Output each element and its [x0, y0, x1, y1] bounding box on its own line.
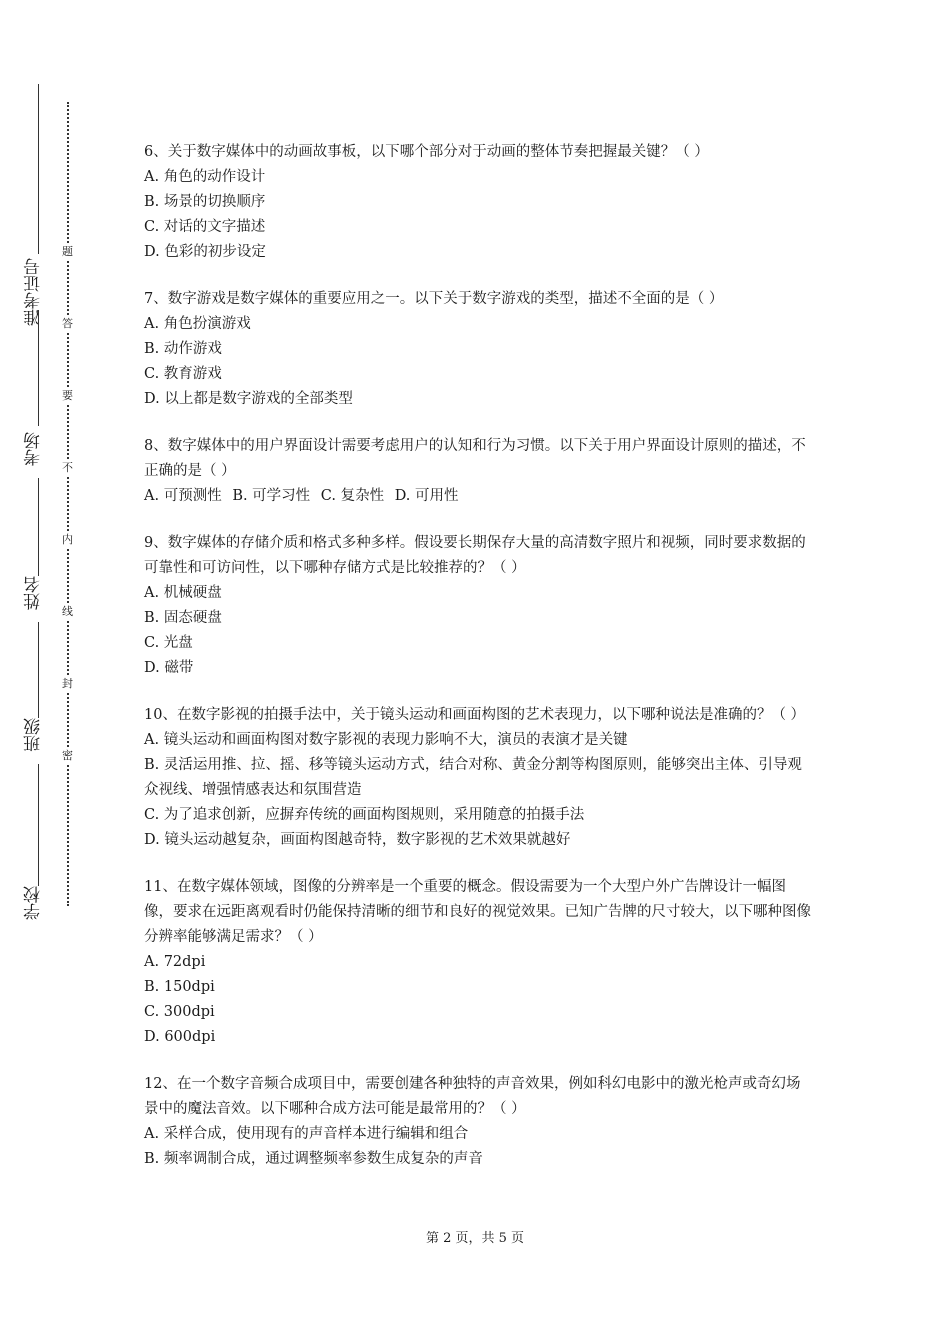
- option-c: C. 对话的文字描述: [144, 219, 266, 235]
- option-b: B. 150dpi: [144, 979, 215, 995]
- page-number-footer: 第 2 页，共 5 页: [425, 1231, 525, 1246]
- option-c: C. 教育游戏: [144, 366, 222, 382]
- inline-options: [144, 484, 812, 509]
- option-a: A. 72dpi: [144, 954, 206, 970]
- option-a: A. 角色的动作设计: [144, 169, 266, 185]
- option-a: A. 可预测性: [144, 488, 222, 504]
- question-stem: 12、在一个数字音频合成项目中，需要创建各种独特的声音效果，例如科幻电影中的激光枪声或奇幻场景中的魔法音效。以下哪种合成方法可能是最常用的？（ ）: [144, 1076, 801, 1117]
- question-9: [144, 531, 812, 681]
- seal-char: 内: [62, 533, 73, 546]
- option-c: C. 为了追求创新，应摒弃传统的画面构图规则，采用随意的拍摄手法: [144, 807, 585, 823]
- question-stem: 10、在数字影视的拍摄手法中，关于镜头运动和画面构图的艺术表现力，以下哪种说法是准确的？（ ）: [144, 707, 806, 723]
- question-11: [144, 875, 812, 1050]
- seal-char: 线: [62, 605, 73, 618]
- seal-char: 要: [62, 389, 73, 402]
- option-a: A. 机械硬盘: [144, 585, 222, 601]
- exam-number-label: 准考证号: [24, 258, 44, 326]
- option-c: C. 300dpi: [144, 1004, 215, 1020]
- seal-char: 答: [62, 317, 73, 330]
- question-8: [144, 434, 812, 509]
- name-line: [38, 622, 39, 718]
- question-stem: 6、关于数字媒体中的动画故事板，以下哪个部分对于动画的整体节奏把握最关键？（ ）: [144, 144, 709, 160]
- question-stem: 11、在数字媒体领域，图像的分辨率是一个重要的概念。假设需要为一个大型户外广告牌设计一幅图像，要求在远距离观看时仍能保持清晰的细节和良好的视觉效果。已知广告牌的尺寸较大，以下哪种图像分辨率能够满足需求？（ ）: [144, 879, 811, 945]
- name-label: 姓名: [24, 576, 44, 610]
- option-a: A. 角色扮演游戏: [144, 316, 251, 332]
- seal-dotted-line: [67, 102, 69, 906]
- question-stem: 7、数字游戏是数字媒体的重要应用之一。以下关于数字游戏的类型，描述不全面的是（ ）: [144, 291, 724, 307]
- option-d: D. 以上都是数字游戏的全部类型: [144, 391, 353, 407]
- question-12: [144, 1072, 812, 1172]
- class-line: [38, 764, 39, 886]
- seal-char: 题: [62, 245, 73, 258]
- question-6: [144, 140, 812, 265]
- binding-margin: [0, 0, 60, 1344]
- option-d: D. 色彩的初步设定: [144, 244, 266, 260]
- class-label: 班级: [24, 718, 44, 752]
- option-b: B. 场景的切换顺序: [144, 194, 266, 210]
- option-b: B. 灵活运用推、拉、摇、移等镜头运动方式，结合对称、黄金分割等构图原则，能够突出主体、引导观众视线、增强情感表达和氛围营造: [144, 757, 802, 798]
- exam-room-label: 考场: [24, 432, 44, 466]
- option-b: B. 频率调制合成，通过调整频率参数生成复杂的声音: [144, 1151, 483, 1167]
- seal-char: 不: [62, 461, 73, 474]
- option-d: D. 镜头运动越复杂，画面构图越奇特，数字影视的艺术效果就越好: [144, 832, 571, 848]
- option-a: A. 镜头运动和画面构图对数字影视的表现力影响不大，演员的表演才是关键: [144, 732, 628, 748]
- option-b: B. 动作游戏: [144, 341, 222, 357]
- option-a: A. 采样合成，使用现有的声音样本进行编辑和组合: [144, 1126, 469, 1142]
- exam-number-line: [38, 84, 39, 254]
- option-d: D. 600dpi: [144, 1029, 216, 1045]
- question-10: [144, 703, 812, 853]
- question-stem: 9、数字媒体的存储介质和格式多种多样。假设要长期保存大量的高清数字照片和视频，同时要求数据的可靠性和可访问性，以下哪种存储方式是比较推荐的？（ ）: [144, 535, 806, 576]
- option-b: B. 可学习性: [232, 488, 311, 504]
- question-list: [144, 140, 812, 1194]
- school-label: 学校: [24, 886, 44, 920]
- question-7: [144, 287, 812, 412]
- exam-number-line-lower: [38, 310, 39, 426]
- option-d: D. 磁带: [144, 660, 194, 676]
- seal-char: 密: [62, 749, 73, 762]
- exam-room-line: [38, 478, 39, 576]
- question-stem: 8、数字媒体中的用户界面设计需要考虑用户的认知和行为习惯。以下关于用户界面设计原则的描述，不正确的是（ ）: [144, 438, 806, 479]
- option-c: C. 光盘: [144, 635, 193, 651]
- option-c: C. 复杂性: [320, 488, 385, 504]
- option-d: D. 可用性: [394, 488, 459, 504]
- seal-char: 封: [62, 677, 73, 690]
- option-b: B. 固态硬盘: [144, 610, 222, 626]
